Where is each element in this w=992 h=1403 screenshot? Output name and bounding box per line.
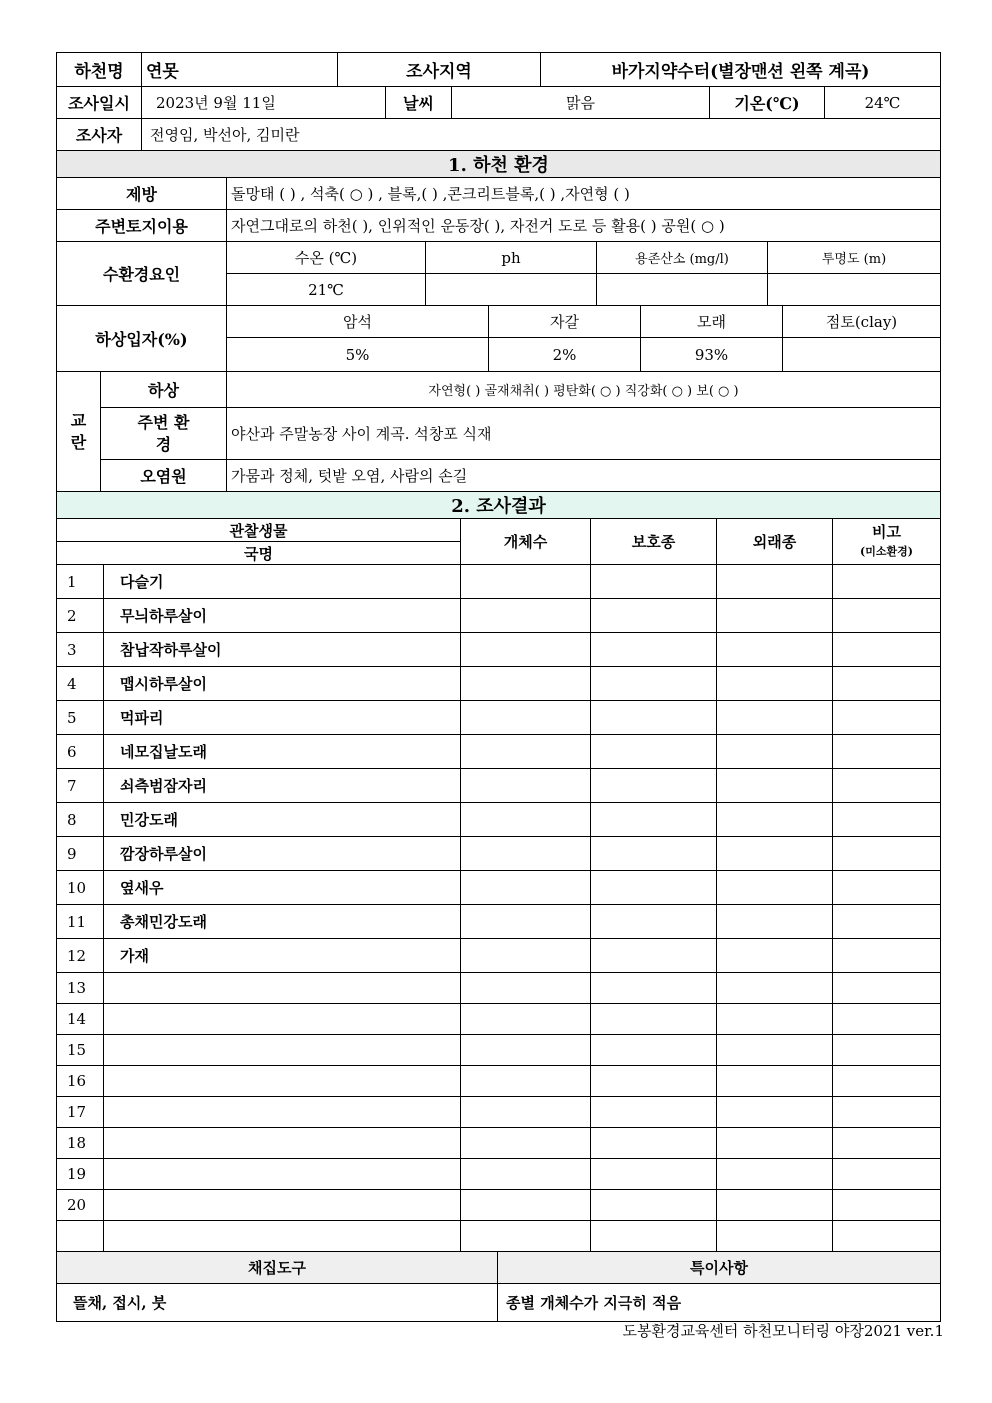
pollution-value: 가뭄과 정체, 텃밭 오염, 사람의 손길 — [227, 460, 941, 492]
water-header-temp: 수온 (℃) — [227, 242, 426, 274]
substrate-table — [56, 305, 941, 372]
survey-form — [56, 52, 940, 1322]
alien-cell — [717, 939, 833, 973]
alien-cell — [717, 905, 833, 939]
count-cell — [461, 565, 591, 599]
notes-label: 특이사항 — [498, 1252, 941, 1284]
alien-cell — [717, 837, 833, 871]
weather-value: 맑음 — [452, 87, 710, 119]
surveyor-label: 조사자 — [57, 119, 142, 151]
species-name: 맵시하루살이 — [104, 667, 461, 701]
row-number: 3 — [57, 633, 104, 667]
alien-cell — [717, 735, 833, 769]
alien-cell — [717, 701, 833, 735]
substrate-value-sand: 93% — [641, 338, 783, 372]
alien-cell — [717, 871, 833, 905]
count-cell — [461, 1128, 591, 1159]
alien-cell — [717, 769, 833, 803]
table-row — [57, 1221, 941, 1252]
count-cell — [461, 939, 591, 973]
embankment-value: 돌망태 ( ) , 석축( ○ ) , 블록,( ) ,콘크리트블록,( ) ,자연형 ( ) — [227, 178, 941, 210]
protected-cell — [591, 1221, 717, 1252]
environment-table — [56, 177, 941, 306]
row-number: 8 — [57, 803, 104, 837]
footer-text: 도봉환경교육센터 하천모니터링 야장2021 ver.1 — [622, 1322, 944, 1340]
table-row — [57, 803, 941, 837]
surveyor-table — [56, 118, 941, 178]
note-cell — [833, 633, 941, 667]
species-name: 무늬하루살이 — [104, 599, 461, 633]
count-cell — [461, 1190, 591, 1221]
substrate-value-rock: 5% — [227, 338, 489, 372]
protected-cell — [591, 769, 717, 803]
count-cell — [461, 1221, 591, 1252]
row-number: 7 — [57, 769, 104, 803]
water-value-transparency — [768, 274, 941, 306]
note-cell — [833, 973, 941, 1004]
note-cell — [833, 905, 941, 939]
protected-cell — [591, 1159, 717, 1190]
table-row — [57, 973, 941, 1004]
row-number: 15 — [57, 1035, 104, 1066]
species-name: 가재 — [104, 939, 461, 973]
col-protected: 보호종 — [591, 519, 717, 565]
note-cell — [833, 769, 941, 803]
substrate-header-clay: 점토(clay) — [783, 306, 941, 338]
note-cell — [833, 1097, 941, 1128]
note-cell — [833, 803, 941, 837]
note-cell — [833, 837, 941, 871]
note-cell — [833, 939, 941, 973]
date-label: 조사일시 — [57, 87, 142, 119]
species-name: 다슬기 — [104, 565, 461, 599]
count-cell — [461, 1004, 591, 1035]
species-name — [104, 1035, 461, 1066]
count-cell — [461, 1159, 591, 1190]
species-name — [104, 1097, 461, 1128]
alien-cell — [717, 633, 833, 667]
protected-cell — [591, 1035, 717, 1066]
count-cell — [461, 973, 591, 1004]
tools-value: 뜰채, 접시, 붓 — [57, 1284, 498, 1322]
alien-cell — [717, 1159, 833, 1190]
row-number: 4 — [57, 667, 104, 701]
species-name: 총채민강도래 — [104, 905, 461, 939]
protected-cell — [591, 565, 717, 599]
species-name — [104, 1004, 461, 1035]
table-row — [57, 905, 941, 939]
table-row — [57, 1004, 941, 1035]
count-cell — [461, 735, 591, 769]
species-name: 깜장하루살이 — [104, 837, 461, 871]
count-cell — [461, 871, 591, 905]
col-alien: 외래종 — [717, 519, 833, 565]
table-row — [57, 735, 941, 769]
species-name: 먹파리 — [104, 701, 461, 735]
protected-cell — [591, 1128, 717, 1159]
area-label: 조사지역 — [338, 53, 541, 87]
count-cell — [461, 633, 591, 667]
protected-cell — [591, 1097, 717, 1128]
results-table — [56, 491, 941, 1252]
alien-cell — [717, 973, 833, 1004]
protected-cell — [591, 1004, 717, 1035]
protected-cell — [591, 667, 717, 701]
note-cell — [833, 1159, 941, 1190]
count-cell — [461, 667, 591, 701]
table-row — [57, 599, 941, 633]
note-cell — [833, 1221, 941, 1252]
result-rows — [57, 565, 941, 1252]
count-cell — [461, 1097, 591, 1128]
temp-label: 기온(℃) — [710, 87, 825, 119]
row-number: 9 — [57, 837, 104, 871]
species-name — [104, 1128, 461, 1159]
alien-cell — [717, 1066, 833, 1097]
protected-cell — [591, 905, 717, 939]
col-observed: 관찰생물 — [57, 519, 461, 542]
protected-cell — [591, 599, 717, 633]
date-table — [56, 86, 941, 119]
water-value-temp: 21℃ — [227, 274, 426, 306]
protected-cell — [591, 1190, 717, 1221]
alien-cell — [717, 1097, 833, 1128]
landuse-value: 자연그대로의 하천( ), 인위적인 운동장( ), 자전거 도로 등 활용( ) 공원( ○ ) — [227, 210, 941, 242]
row-number: 1 — [57, 565, 104, 599]
row-number: 20 — [57, 1190, 104, 1221]
note-cell — [833, 1035, 941, 1066]
row-number: 16 — [57, 1066, 104, 1097]
water-header-do: 용존산소 (mg/l) — [597, 242, 768, 274]
species-name — [104, 1221, 461, 1252]
protected-cell — [591, 803, 717, 837]
table-row — [57, 1128, 941, 1159]
species-name — [104, 1190, 461, 1221]
col-korean: 국명 — [57, 542, 461, 565]
tools-label: 채집도구 — [57, 1252, 498, 1284]
note-cell — [833, 565, 941, 599]
col-note-sub: (미소환경) — [860, 544, 913, 558]
alien-cell — [717, 1128, 833, 1159]
temp-value: 24℃ — [825, 87, 941, 119]
note-cell — [833, 1004, 941, 1035]
water-header-ph: ph — [426, 242, 597, 274]
table-row — [57, 565, 941, 599]
row-number: 17 — [57, 1097, 104, 1128]
row-number: 19 — [57, 1159, 104, 1190]
substrate-header-gravel: 자갈 — [489, 306, 641, 338]
riverbed-value: 자연형( ) 골재채취( ) 평탄화( ○ ) 직강화( ○ ) 보( ○ ) — [227, 372, 941, 408]
species-name — [104, 1159, 461, 1190]
note-cell — [833, 871, 941, 905]
embankment-label: 제방 — [57, 178, 227, 210]
notes-value: 종별 개체수가 지극히 적음 — [498, 1284, 941, 1322]
substrate-value-gravel: 2% — [489, 338, 641, 372]
header-table — [56, 52, 941, 87]
table-row — [57, 1159, 941, 1190]
table-row — [57, 1035, 941, 1066]
area-value: 바가지약수터(별장맨션 왼쪽 계곡) — [541, 53, 941, 87]
row-number: 2 — [57, 599, 104, 633]
substrate-header-sand: 모래 — [641, 306, 783, 338]
species-name: 옆새우 — [104, 871, 461, 905]
surveyor-value: 전영임, 박선아, 김미란 — [142, 119, 941, 151]
note-cell — [833, 599, 941, 633]
count-cell — [461, 701, 591, 735]
protected-cell — [591, 871, 717, 905]
section-results-title: 2. 조사결과 — [57, 492, 941, 519]
count-cell — [461, 1035, 591, 1066]
note-cell — [833, 667, 941, 701]
species-name — [104, 1066, 461, 1097]
protected-cell — [591, 1066, 717, 1097]
water-label: 수환경요인 — [57, 242, 227, 306]
water-header-transparency: 투명도 (m) — [768, 242, 941, 274]
table-row — [57, 1066, 941, 1097]
count-cell — [461, 1066, 591, 1097]
table-row — [57, 667, 941, 701]
protected-cell — [591, 837, 717, 871]
protected-cell — [591, 701, 717, 735]
riverbed-label: 하상 — [101, 372, 227, 408]
count-cell — [461, 769, 591, 803]
alien-cell — [717, 565, 833, 599]
note-cell — [833, 1128, 941, 1159]
disturbance-table — [56, 371, 941, 492]
species-name — [104, 973, 461, 1004]
row-number: 14 — [57, 1004, 104, 1035]
row-number: 11 — [57, 905, 104, 939]
count-cell — [461, 905, 591, 939]
count-cell — [461, 803, 591, 837]
date-value: 2023년 9월 11일 — [142, 87, 386, 119]
table-row — [57, 1190, 941, 1221]
note-cell — [833, 1190, 941, 1221]
disturb-label: 교란 — [57, 372, 101, 492]
row-number: 6 — [57, 735, 104, 769]
river-label: 하천명 — [57, 53, 142, 87]
river-value: 연못 — [142, 53, 338, 87]
col-note — [833, 519, 941, 565]
alien-cell — [717, 1035, 833, 1066]
alien-cell — [717, 667, 833, 701]
surround-label: 주변 환경 — [101, 408, 227, 460]
species-name: 쇠측범잠자리 — [104, 769, 461, 803]
protected-cell — [591, 939, 717, 973]
alien-cell — [717, 803, 833, 837]
protected-cell — [591, 973, 717, 1004]
water-value-ph — [426, 274, 597, 306]
alien-cell — [717, 1221, 833, 1252]
pollution-label: 오염원 — [101, 460, 227, 492]
landuse-label: 주변토지이용 — [57, 210, 227, 242]
col-count: 개체수 — [461, 519, 591, 565]
alien-cell — [717, 1190, 833, 1221]
count-cell — [461, 837, 591, 871]
alien-cell — [717, 1004, 833, 1035]
col-note-title: 비고 — [872, 522, 901, 541]
table-row — [57, 769, 941, 803]
alien-cell — [717, 599, 833, 633]
species-name: 네모집날도래 — [104, 735, 461, 769]
row-number: 13 — [57, 973, 104, 1004]
section-environment-title: 1. 하천 환경 — [57, 151, 941, 178]
substrate-label: 하상입자(%) — [57, 306, 227, 372]
table-row — [57, 1097, 941, 1128]
water-value-do — [597, 274, 768, 306]
substrate-header-rock: 암석 — [227, 306, 489, 338]
table-row — [57, 837, 941, 871]
table-row — [57, 871, 941, 905]
substrate-value-clay — [783, 338, 941, 372]
table-row — [57, 939, 941, 973]
row-number: 12 — [57, 939, 104, 973]
species-name: 참납작하루살이 — [104, 633, 461, 667]
count-cell — [461, 599, 591, 633]
bottom-table — [56, 1251, 941, 1322]
row-number — [57, 1221, 104, 1252]
note-cell — [833, 1066, 941, 1097]
table-row — [57, 633, 941, 667]
weather-label: 날씨 — [386, 87, 452, 119]
row-number: 18 — [57, 1128, 104, 1159]
row-number: 10 — [57, 871, 104, 905]
table-row — [57, 701, 941, 735]
surround-value: 야산과 주말농장 사이 계곡. 석창포 식재 — [227, 408, 941, 460]
species-name: 민강도래 — [104, 803, 461, 837]
note-cell — [833, 735, 941, 769]
protected-cell — [591, 633, 717, 667]
row-number: 5 — [57, 701, 104, 735]
protected-cell — [591, 735, 717, 769]
note-cell — [833, 701, 941, 735]
